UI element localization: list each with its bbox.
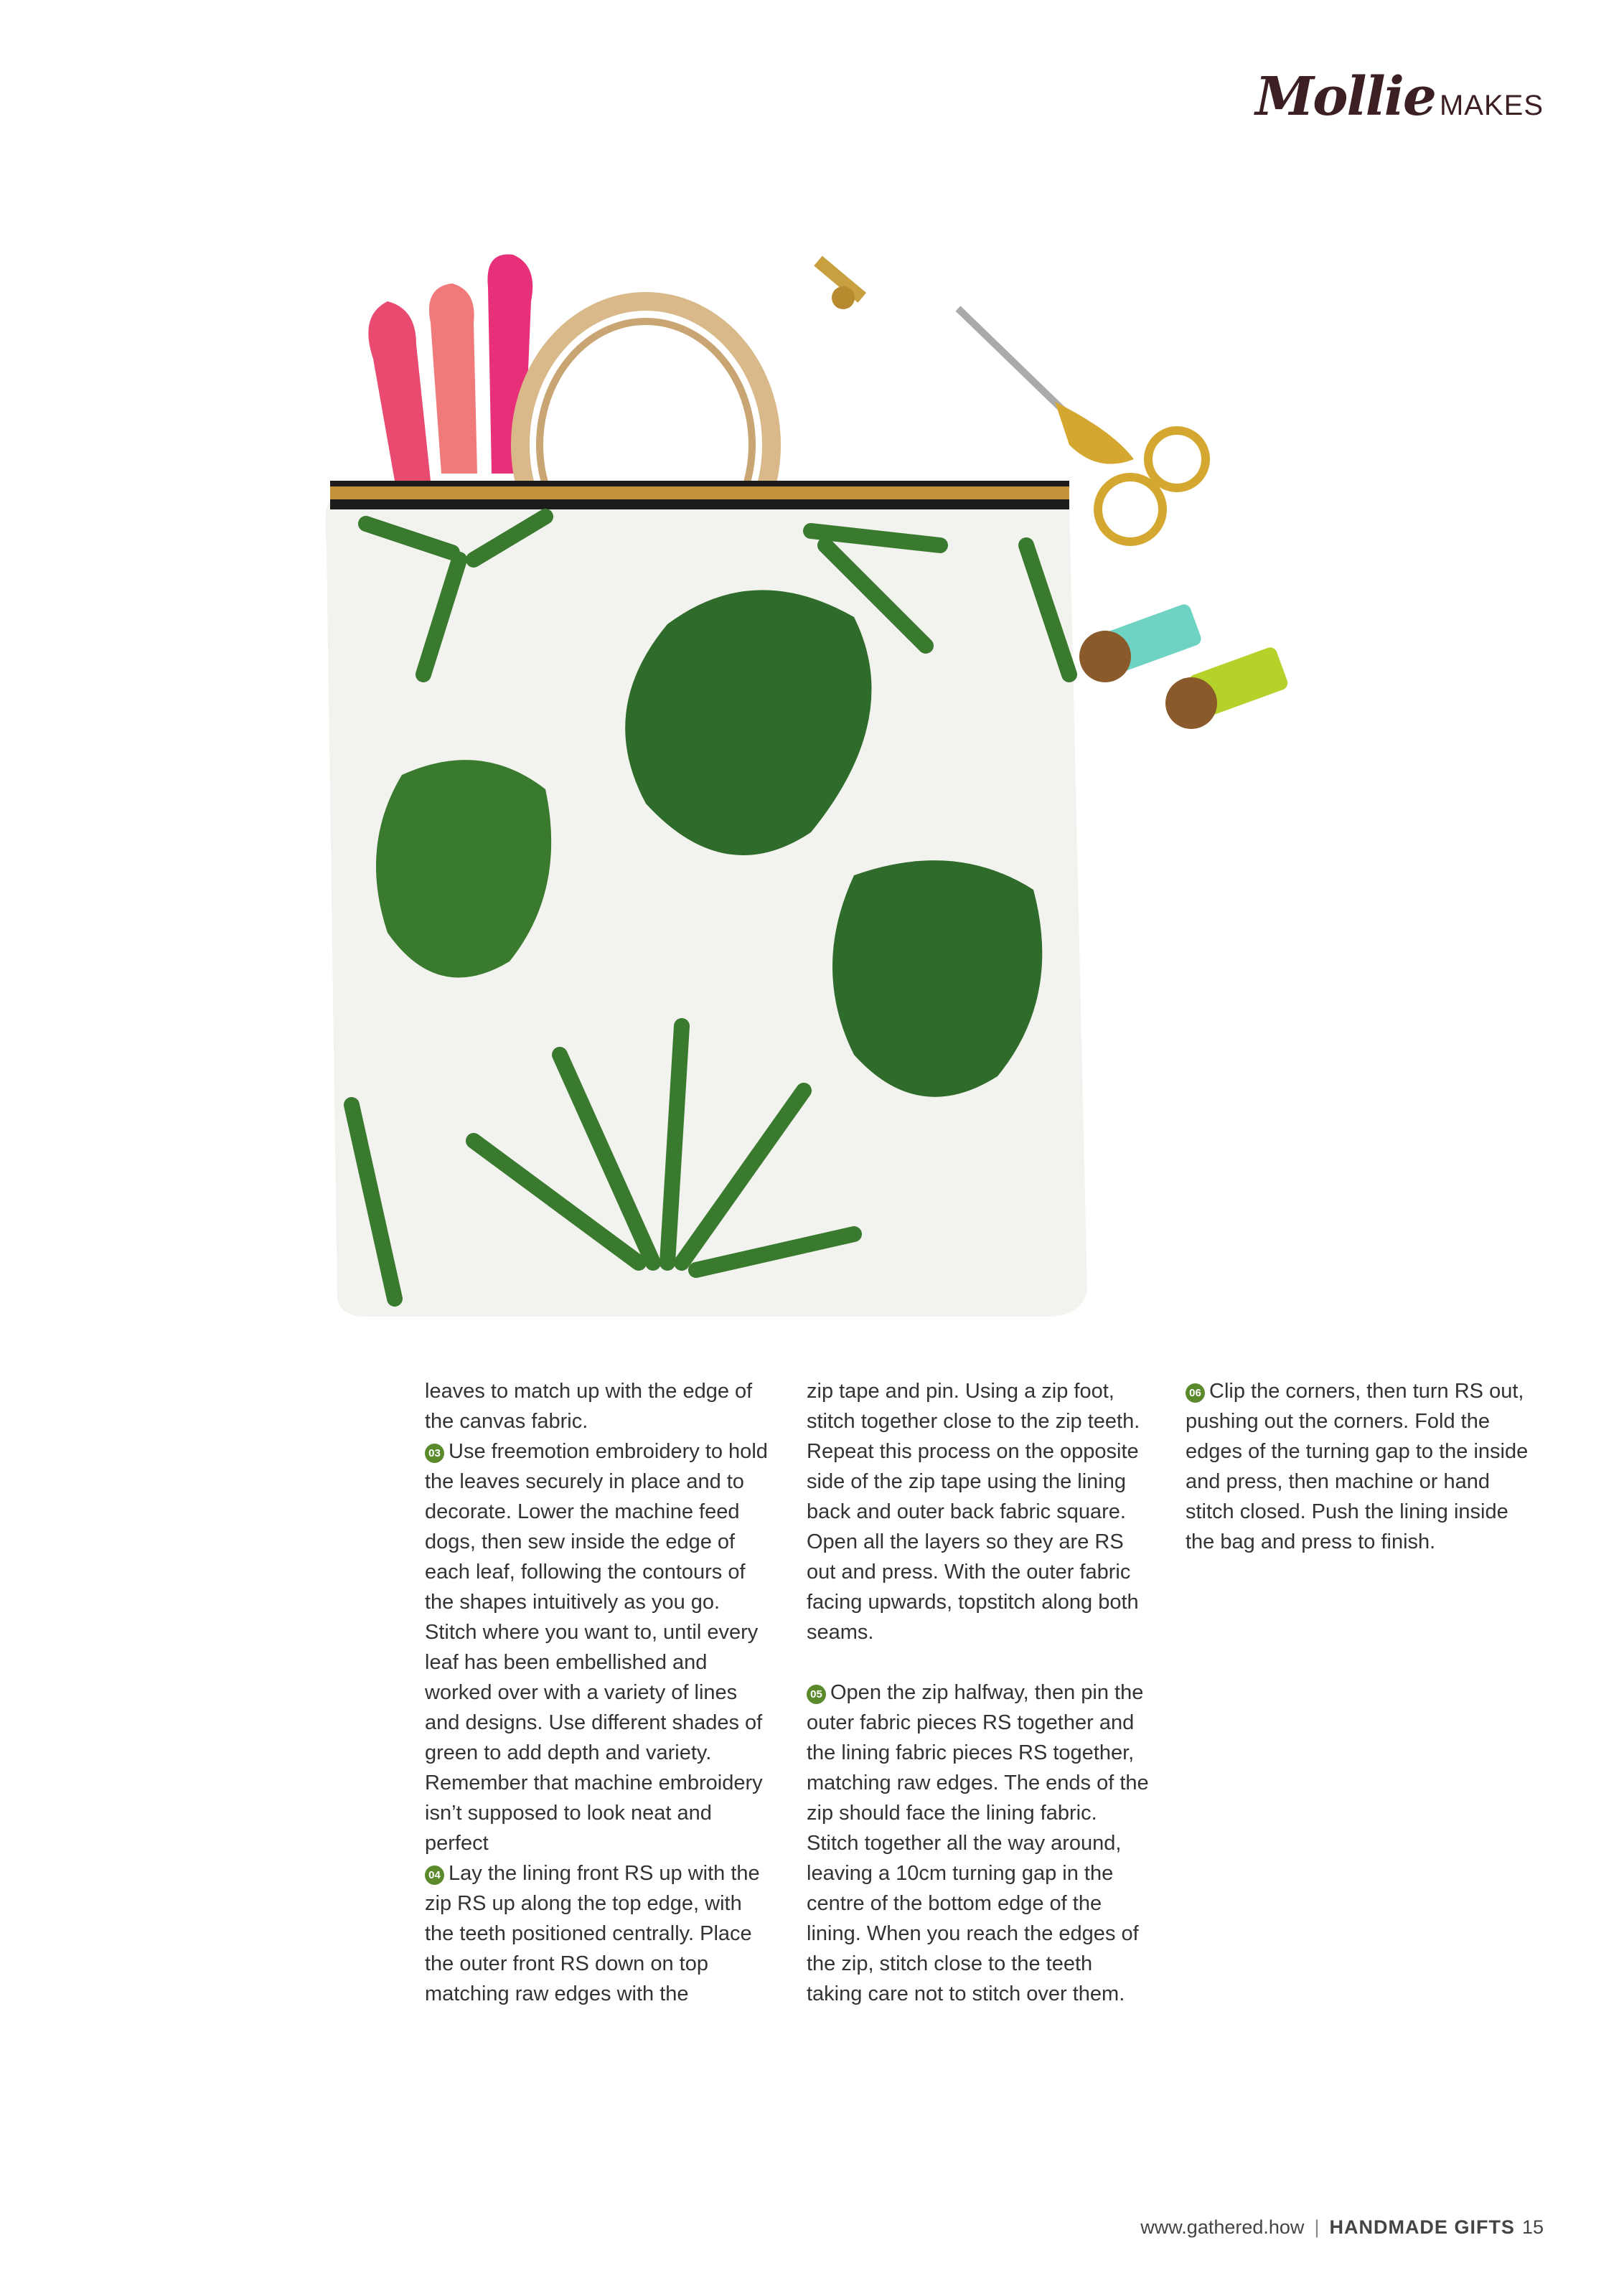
paragraph-step-05: 05 Open the zip halfway, then pin the outer fabric pieces RS together and the lining fabric pieces RS together, matching raw edges. The ends of the zip should face the lining fabric. Stitch together all the way around, leaving a 10cm turning gap in the centre of the bottom edge of the lining. When you reach the edges of the zip, stitch close to the teeth taking care not to stitch over them. bbox=[807, 1681, 1149, 2005]
footer-divider: | bbox=[1314, 2216, 1320, 2238]
footer-url[interactable]: www.gathered.how bbox=[1140, 2216, 1305, 2238]
page-number: 15 bbox=[1521, 2216, 1544, 2238]
thread-spools bbox=[1079, 603, 1290, 729]
paragraph-step-06: 06 Clip the corners, then turn RS out, pushing out the corners. Fold the edges of the turning gap to the inside and press, then machine or hand stitch closed. Push the lining inside the bag and press to finish. bbox=[1186, 1380, 1529, 1553]
logo-script: Mollie bbox=[1255, 66, 1435, 128]
footer-section: HANDMADE GIFTS bbox=[1329, 2216, 1515, 2238]
thread-skeins bbox=[368, 255, 532, 481]
text-column-2 bbox=[807, 1376, 1150, 2009]
paragraph: zip tape and pin. Using a zip foot, stitch together close to the zip teeth. Repeat this process on the opposite side of the zip tape using the lining back and outer back fabric square. Open all the layers so they are RS out and press. With the outer fabric facing upwards, topstitch along both seams. bbox=[807, 1380, 1140, 1644]
paragraph-step-03: 03 Use freemotion embroidery to hold the leaves securely in place and to decorate. Lower the machine feed dogs, then sew inside the edge of each leaf, following the contours of the shapes intuitively as you go. Stitch where you want to, until every leaf has been embellished and worked over with a variety of lines and designs. Use different shades of green to add depth and variety. Remember that machine embroidery isn’t supposed to look neat and perfect bbox=[425, 1440, 768, 1855]
zip-pouch bbox=[325, 481, 1087, 1317]
paragraph-step-04: 04 Lay the lining front RS up with the zip RS up along the top edge, with the teeth positioned centrally. Place the outer front RS down on top matching raw edges with the bbox=[425, 1862, 760, 2005]
text-column-1 bbox=[425, 1376, 768, 2009]
step-badge: 04 bbox=[425, 1866, 444, 1885]
logo-makes: MAKES bbox=[1439, 90, 1544, 121]
step-badge: 06 bbox=[1186, 1383, 1205, 1403]
page-footer bbox=[1140, 2216, 1544, 2239]
text-column-3 bbox=[1186, 1376, 1529, 1557]
product-photo bbox=[309, 244, 1328, 1320]
step-badge: 05 bbox=[807, 1685, 826, 1704]
masthead-logo bbox=[1255, 66, 1544, 128]
step-badge: 03 bbox=[425, 1444, 444, 1463]
paragraph: leaves to match up with the edge of the canvas fabric. bbox=[425, 1380, 753, 1433]
